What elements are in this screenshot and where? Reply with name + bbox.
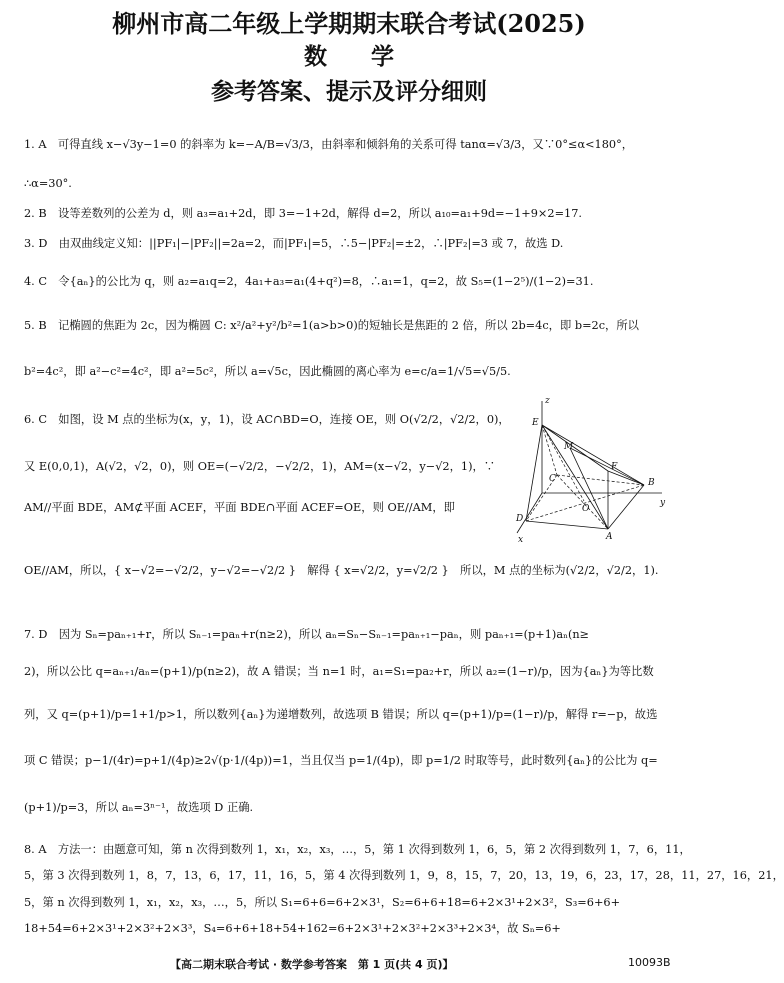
answer-line: 5，第 n 次得到数列 1，x₁，x₂，x₃，…，5，所以 S₁=6+6=6+2×3¹，S₂=6+6+18=6+2×3¹+2×3²，S₃=6+6+ bbox=[24, 896, 621, 909]
answer-line: 列，又 q=(p+1)/p=1+1/p>1，所以数列{aₙ}为递增数列，故选项 B 错误；所以 q=(p+1)/p=(1−r)/p，解得 r=−p，故选 bbox=[24, 708, 658, 721]
answer-line: b²=4c²，即 a²−c²=4c²，即 a²=5c²，所以 a=√5c，因此椭圆的离心率为 e=c/a=1/√5=√5/5. bbox=[24, 365, 511, 378]
geometry-figure bbox=[512, 393, 672, 543]
answer-line: 4. C 令{aₙ}的公比为 q，则 a₂=a₁q=2，4a₁+a₃=a₁(4+q²)=8，∴a₁=1，q=2，故 S₅=(1−2⁵)/(1−2)=31. bbox=[24, 275, 594, 288]
figure-label: B bbox=[648, 478, 655, 488]
answer-line: 6. C 如图，设 M 点的坐标为(x，y，1)，设 AC∩BD=O，连接 OE，则 O(√2/2，√2/2，0)， bbox=[24, 413, 510, 426]
figure-label: C bbox=[549, 474, 556, 484]
figure-label: A bbox=[606, 532, 613, 542]
answer-line: 5，第 3 次得到数列 1，8，7，13，6，17，11，16，5，第 4 次得到数列 1，9，8，15，7，20，13，19，6，23，17，28，11，27，16，21， bbox=[24, 869, 784, 882]
figure-label: O bbox=[582, 504, 590, 514]
answer-line: 8. A 方法一：由题意可知，第 n 次得到数列 1，x₁，x₂，x₃，…，5，第 1 次得到数列 1，6，5，第 2 次得到数列 1，7，6，11， bbox=[24, 843, 691, 856]
answer-line: 项 C 错误；p−1/(4r)=p+1/(4p)≥2√(p·1/(4p))=1，当且仅当 p=1/(4p)，即 p=1/2 时取等号，此时数列{aₙ}的公比为 q= bbox=[24, 754, 658, 767]
figure-label: D bbox=[516, 514, 524, 524]
answer-line: 18+54=6+2×3¹+2×3²+2×3³，S₄=6+6+18+54+162=6+2×3¹+2×3²+2×3³+2×3⁴，故 Sₙ=6+ bbox=[24, 922, 561, 935]
answer-line: OE//AM，所以，{ x−√2=−√2/2，y−√2=−√2/2 } 解得 { x=√2/2，y=√2/2 } 所以，M 点的坐标为(√2/2，√2/2，1). bbox=[24, 564, 659, 577]
figure-label: x bbox=[518, 535, 524, 545]
answer-line: 3. D 由双曲线定义知：||PF₁|−|PF₂||=2a=2，而|PF₁|=5，∴5−|PF₂|=±2，∴|PF₂|=3 或 7，故选 D. bbox=[24, 237, 564, 250]
figure-label: E bbox=[532, 418, 539, 428]
footer-code: 10093B bbox=[628, 956, 671, 969]
footer-page-info: 【高二期末联合考试 · 数学参考答案 第 1 页(共 4 页)】 bbox=[170, 958, 454, 971]
figure-label: F bbox=[611, 462, 618, 472]
answer-line: (p+1)/p=3，所以 aₙ=3ⁿ⁻¹，故选项 D 正确. bbox=[24, 801, 254, 814]
answer-line: 又 E(0,0,1)，A(√2，√2，0)，则 OE=(−√2/2，−√2/2，1)，AM=(x−√2，y−√2，1)，∵ bbox=[24, 460, 496, 473]
answer-line: 2)，所以公比 q=aₙ₊₁/aₙ=(p+1)/p(n≥2)，故 A 错误；当 n=1 时，a₁=S₁=pa₂+r，所以 a₂=(1−r)/p，因为{aₙ}为等比数 bbox=[24, 665, 654, 678]
answer-line: 5. B 记椭圆的焦距为 2c，因为椭圆 C: x²/a²+y²/b²=1(a>b>0)的短轴长是焦距的 2 倍，所以 2b=4c，即 b=2c，所以 bbox=[24, 319, 639, 332]
figure-label: y bbox=[660, 498, 666, 508]
answer-line: 2. B 设等差数列的公差为 d，则 a₃=a₁+2d，即 3=−1+2d，解得 d=2，所以 a₁₀=a₁+9d=−1+9×2=17. bbox=[24, 207, 583, 220]
answer-line: AM//平面 BDE，AM⊄平面 ACEF，平面 BDE∩平面 ACEF=OE，则 OE//AM，即 bbox=[24, 501, 455, 514]
figure-label: M bbox=[564, 442, 574, 452]
figure-label: z bbox=[545, 396, 550, 406]
document-subtitle: 参考答案、提示及评分细则 bbox=[211, 78, 487, 105]
document-header bbox=[0, 8, 698, 110]
answer-line: 7. D 因为 Sₙ=paₙ₊₁+r，所以 Sₙ₋₁=paₙ+r(n≥2)，所以 aₙ=Sₙ−Sₙ₋₁=paₙ₊₁−paₙ，则 paₙ₊₁=(p+1)aₙ(n≥ bbox=[24, 628, 590, 641]
document-title: 柳州市高二年级上学期期末联合考试(2025) bbox=[112, 9, 586, 38]
document-subject: 数 学 bbox=[303, 43, 412, 70]
answer-line: 1. A 可得直线 x−√3y−1=0 的斜率为 k=−A/B=√3/3，由斜率和倾斜角的关系可得 tanα=√3/3，又∵0°≤α<180°， bbox=[24, 138, 634, 151]
answer-line: ∴α=30°. bbox=[24, 177, 72, 190]
